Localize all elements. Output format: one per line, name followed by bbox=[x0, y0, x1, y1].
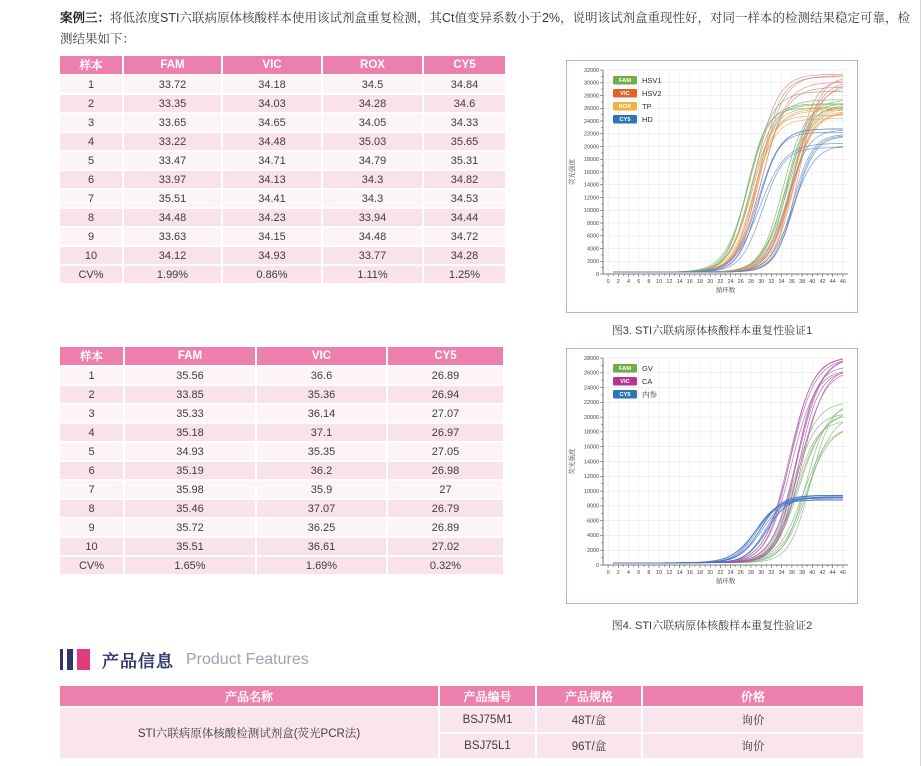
table-cell: 26.94 bbox=[388, 386, 503, 403]
column-header: ROX bbox=[323, 56, 422, 74]
table-cell: BSJ75M1 bbox=[440, 708, 535, 732]
table-row bbox=[60, 95, 505, 112]
table-cell: 34.3 bbox=[323, 171, 422, 188]
table-row bbox=[60, 133, 505, 150]
svg-text:16000: 16000 bbox=[584, 444, 599, 451]
table-cell: 33.47 bbox=[124, 152, 221, 169]
table-cell: 34.03 bbox=[223, 95, 321, 112]
svg-text:14000: 14000 bbox=[584, 182, 599, 189]
svg-text:42: 42 bbox=[819, 570, 826, 576]
column-header: 产品编号 bbox=[440, 686, 535, 706]
table-cell: 33.22 bbox=[124, 133, 221, 150]
column-header: 样本 bbox=[60, 56, 122, 74]
svg-text:8000: 8000 bbox=[587, 503, 599, 510]
svg-text:26000: 26000 bbox=[584, 370, 599, 377]
column-header: CY5 bbox=[388, 347, 503, 365]
svg-text:28000: 28000 bbox=[584, 355, 599, 362]
table-cell: CV% bbox=[60, 266, 122, 283]
svg-text:4000: 4000 bbox=[587, 246, 599, 253]
table-cell: 1.99% bbox=[124, 266, 221, 283]
table-row bbox=[60, 557, 503, 574]
table-cell: 34.48 bbox=[323, 228, 422, 245]
table-row bbox=[60, 405, 503, 422]
column-header: 样本 bbox=[60, 347, 123, 365]
table-cell: 34.6 bbox=[424, 95, 505, 112]
column-header: VIC bbox=[257, 347, 386, 365]
table-cell: 0.86% bbox=[223, 266, 321, 283]
table-cell: 8 bbox=[60, 500, 123, 517]
table-cell: 35.03 bbox=[323, 133, 422, 150]
svg-text:22: 22 bbox=[717, 279, 724, 285]
chart-1-box bbox=[566, 60, 858, 313]
table-cell: 48T/盒 bbox=[537, 708, 641, 732]
svg-text:VIC: VIC bbox=[620, 379, 630, 386]
svg-text:6: 6 bbox=[637, 570, 641, 576]
svg-text:12: 12 bbox=[666, 279, 673, 285]
table-cell: 27.05 bbox=[388, 443, 503, 460]
svg-text:46: 46 bbox=[839, 570, 846, 576]
svg-text:16: 16 bbox=[686, 279, 693, 285]
table-cell: 34.48 bbox=[124, 209, 221, 226]
header-row bbox=[60, 56, 505, 74]
table-cell: 36.61 bbox=[257, 538, 386, 555]
svg-text:20: 20 bbox=[707, 279, 714, 285]
product-table bbox=[58, 684, 865, 760]
ct-table-2 bbox=[58, 345, 505, 576]
svg-text:18: 18 bbox=[697, 279, 703, 285]
svg-text:36: 36 bbox=[788, 279, 795, 285]
svg-text:22000: 22000 bbox=[584, 131, 599, 138]
svg-text:24: 24 bbox=[727, 279, 734, 285]
svg-text:30000: 30000 bbox=[584, 80, 599, 87]
svg-text:4: 4 bbox=[627, 570, 630, 576]
table-cell: 34.28 bbox=[424, 247, 505, 264]
table-cell: 1.25% bbox=[424, 266, 505, 283]
table-cell: 4 bbox=[60, 424, 123, 441]
svg-text:24: 24 bbox=[727, 570, 734, 576]
table-cell: 35.51 bbox=[125, 538, 255, 555]
table-row bbox=[60, 519, 503, 536]
svg-text:20: 20 bbox=[707, 570, 714, 576]
table-cell: 27 bbox=[388, 481, 503, 498]
table-cell: CV% bbox=[60, 557, 123, 574]
product-row bbox=[60, 708, 863, 732]
svg-text:16: 16 bbox=[686, 570, 693, 576]
svg-text:FAM: FAM bbox=[618, 366, 632, 373]
table-cell: 35.56 bbox=[125, 367, 255, 384]
column-header: 产品规格 bbox=[537, 686, 641, 706]
table-cell: 4 bbox=[60, 133, 122, 150]
svg-text:VIC: VIC bbox=[620, 91, 630, 98]
table-cell: 37.1 bbox=[257, 424, 386, 441]
column-header: 产品名称 bbox=[60, 686, 438, 706]
table-row bbox=[60, 209, 505, 226]
svg-text:20000: 20000 bbox=[584, 144, 599, 151]
table-cell: 27.07 bbox=[388, 405, 503, 422]
table-cell: 35.33 bbox=[125, 405, 255, 422]
table-cell: 34.18 bbox=[223, 76, 321, 93]
svg-text:16000: 16000 bbox=[584, 169, 599, 176]
svg-text:26: 26 bbox=[737, 570, 744, 576]
svg-text:12000: 12000 bbox=[584, 195, 599, 202]
table-cell: 35.65 bbox=[424, 133, 505, 150]
svg-text:38: 38 bbox=[799, 279, 806, 285]
svg-text:内参: 内参 bbox=[642, 390, 657, 399]
table-cell: 35.35 bbox=[257, 443, 386, 460]
ct-table-1 bbox=[58, 54, 507, 285]
svg-text:CY5: CY5 bbox=[619, 392, 631, 399]
table-cell: 34.3 bbox=[323, 190, 422, 207]
header-row bbox=[60, 686, 863, 706]
table-row bbox=[60, 367, 503, 384]
svg-text:4: 4 bbox=[627, 279, 630, 285]
table-cell: 5 bbox=[60, 152, 122, 169]
svg-text:18000: 18000 bbox=[584, 157, 599, 163]
svg-text:14: 14 bbox=[676, 570, 683, 576]
table-cell: 10 bbox=[60, 538, 123, 555]
table-cell: 34.33 bbox=[424, 114, 505, 131]
svg-text:14000: 14000 bbox=[584, 459, 599, 466]
chart-2-box bbox=[566, 348, 858, 604]
svg-text:10: 10 bbox=[656, 279, 663, 285]
column-header: FAM bbox=[125, 347, 255, 365]
table-row bbox=[60, 424, 503, 441]
table-cell: 36.25 bbox=[257, 519, 386, 536]
svg-text:循环数: 循环数 bbox=[715, 578, 736, 585]
table-cell: 34.13 bbox=[223, 171, 321, 188]
svg-text:46: 46 bbox=[839, 279, 846, 285]
section-title-en: Product Features bbox=[186, 650, 309, 668]
svg-text:32: 32 bbox=[768, 279, 775, 285]
heading-block-icon bbox=[77, 649, 90, 670]
table-cell: 33.94 bbox=[323, 209, 422, 226]
table-cell: 35.51 bbox=[124, 190, 221, 207]
svg-text:HD: HD bbox=[642, 115, 653, 124]
table-cell: 34.79 bbox=[323, 152, 422, 169]
table-cell: 34.41 bbox=[223, 190, 321, 207]
svg-text:FAM: FAM bbox=[618, 78, 632, 85]
table-cell: 35.18 bbox=[125, 424, 255, 441]
table-cell: 96T/盒 bbox=[537, 734, 641, 758]
table-cell: 37.07 bbox=[257, 500, 386, 517]
table-cell: 9 bbox=[60, 228, 122, 245]
table-cell: 1 bbox=[60, 76, 122, 93]
ct-table-2-wrap bbox=[58, 345, 505, 576]
svg-text:HSV2: HSV2 bbox=[642, 89, 662, 98]
table-cell: 6 bbox=[60, 171, 122, 188]
table-cell: 26.98 bbox=[388, 462, 503, 479]
svg-text:28000: 28000 bbox=[584, 93, 599, 100]
svg-text:10000: 10000 bbox=[584, 488, 599, 495]
svg-text:荧光强度: 荧光强度 bbox=[569, 448, 576, 475]
svg-text:CA: CA bbox=[642, 377, 653, 386]
svg-text:28: 28 bbox=[748, 279, 754, 285]
table-cell: 6 bbox=[60, 462, 123, 479]
column-header: 价格 bbox=[643, 686, 863, 706]
svg-text:42: 42 bbox=[819, 279, 826, 285]
table-cell: 33.35 bbox=[124, 95, 221, 112]
svg-text:30: 30 bbox=[758, 570, 765, 576]
table-cell: 2 bbox=[60, 95, 122, 112]
table-cell: 34.44 bbox=[424, 209, 505, 226]
intro-text: 将低浓度STI六联病原体核酸样本使用该试剂盒重复检测，其Ct值变异系数小于2%，说明该试剂盒重现性好，对同一样本的检测结果稳定可靠，检测结果如下： bbox=[60, 11, 911, 46]
svg-text:30: 30 bbox=[758, 279, 765, 285]
svg-text:6: 6 bbox=[637, 279, 641, 285]
table-cell: 5 bbox=[60, 443, 123, 460]
svg-text:34: 34 bbox=[778, 570, 785, 576]
ct-table-1-wrap bbox=[58, 54, 507, 285]
table-cell: 33.65 bbox=[124, 114, 221, 131]
table-cell: 34.84 bbox=[424, 76, 505, 93]
header-row bbox=[60, 347, 503, 365]
svg-text:40: 40 bbox=[809, 570, 816, 576]
svg-text:18000: 18000 bbox=[584, 429, 599, 436]
table-cell: 34.28 bbox=[323, 95, 422, 112]
table-cell: 35.9 bbox=[257, 481, 386, 498]
svg-text:24000: 24000 bbox=[584, 385, 599, 392]
table-cell: BSJ75L1 bbox=[440, 734, 535, 758]
table-cell: 33.97 bbox=[124, 171, 221, 188]
table-cell: 2 bbox=[60, 386, 123, 403]
table-cell: 35.46 bbox=[125, 500, 255, 517]
section-heading bbox=[60, 647, 309, 672]
table-cell: 34.05 bbox=[323, 114, 422, 131]
amplification-chart-1 bbox=[567, 61, 857, 312]
svg-text:26000: 26000 bbox=[584, 106, 599, 112]
table-row bbox=[60, 266, 505, 283]
table-cell: 33.63 bbox=[124, 228, 221, 245]
svg-text:8: 8 bbox=[647, 279, 651, 285]
svg-text:4000: 4000 bbox=[587, 533, 599, 540]
table-cell: 33.77 bbox=[323, 247, 422, 264]
heading-bar-icon bbox=[60, 649, 63, 670]
table-cell: 34.48 bbox=[223, 133, 321, 150]
table-cell: 33.85 bbox=[125, 386, 255, 403]
intro-case-label: 案例三： bbox=[60, 11, 111, 25]
svg-text:32: 32 bbox=[768, 570, 775, 576]
table-cell: 1.11% bbox=[323, 266, 422, 283]
table-cell: 26.89 bbox=[388, 367, 503, 384]
svg-text:荧光强度: 荧光强度 bbox=[569, 159, 576, 185]
section-title-cn: 产品信息 bbox=[102, 652, 174, 671]
table-cell: 26.79 bbox=[388, 500, 503, 517]
svg-text:8000: 8000 bbox=[587, 220, 599, 227]
svg-text:0: 0 bbox=[596, 271, 599, 278]
table-row bbox=[60, 76, 505, 93]
table-cell: 34.72 bbox=[424, 228, 505, 245]
svg-text:22: 22 bbox=[717, 570, 724, 576]
table-cell: 35.36 bbox=[257, 386, 386, 403]
svg-text:12: 12 bbox=[666, 570, 673, 576]
table-cell: 34.65 bbox=[223, 114, 321, 131]
svg-text:36: 36 bbox=[788, 570, 795, 576]
amplification-chart-2 bbox=[567, 349, 857, 603]
table-cell: 询价 bbox=[643, 734, 863, 758]
svg-text:CY5: CY5 bbox=[619, 117, 631, 124]
svg-text:10000: 10000 bbox=[584, 208, 599, 215]
table-cell: 9 bbox=[60, 519, 123, 536]
svg-text:6000: 6000 bbox=[587, 233, 599, 240]
svg-text:40: 40 bbox=[809, 279, 816, 285]
chart-1-caption: 图3. STI六联病原体核酸样本重复性验证1 bbox=[611, 325, 813, 337]
column-header: FAM bbox=[124, 56, 221, 74]
table-cell: 34.93 bbox=[223, 247, 321, 264]
column-header: CY5 bbox=[424, 56, 505, 74]
table-cell: 33.72 bbox=[124, 76, 221, 93]
svg-text:GV: GV bbox=[642, 364, 653, 373]
table-row bbox=[60, 228, 505, 245]
svg-text:34: 34 bbox=[778, 279, 785, 285]
table-cell: 34.71 bbox=[223, 152, 321, 169]
table-cell: 34.5 bbox=[323, 76, 422, 93]
table-cell: 35.98 bbox=[125, 481, 255, 498]
table-row bbox=[60, 386, 503, 403]
table-cell: 3 bbox=[60, 405, 123, 422]
svg-text:38: 38 bbox=[799, 570, 806, 576]
table-cell: 34.23 bbox=[223, 209, 321, 226]
table-row bbox=[60, 114, 505, 131]
intro-paragraph bbox=[60, 8, 912, 50]
svg-text:8: 8 bbox=[647, 570, 651, 576]
table-row bbox=[60, 443, 503, 460]
heading-bar-icon bbox=[67, 649, 73, 670]
table-cell: 10 bbox=[60, 247, 122, 264]
table-row bbox=[60, 247, 505, 264]
svg-text:2: 2 bbox=[616, 279, 620, 285]
svg-text:ROX: ROX bbox=[618, 104, 632, 111]
chart-2-caption: 图4. STI六联病原体核酸样本重复性验证2 bbox=[611, 620, 813, 632]
product-table-wrap bbox=[58, 684, 865, 760]
svg-text:2000: 2000 bbox=[587, 548, 599, 554]
table-cell: 8 bbox=[60, 209, 122, 226]
table-cell: 36.14 bbox=[257, 405, 386, 422]
table-cell: 35.72 bbox=[125, 519, 255, 536]
product-name-cell: STI六联病原体核酸检测试剂盒(荧光PCR法) bbox=[60, 708, 438, 758]
table-cell: 1.65% bbox=[125, 557, 255, 574]
table-cell: 34.15 bbox=[223, 228, 321, 245]
table-row bbox=[60, 171, 505, 188]
table-cell: 0.32% bbox=[388, 557, 503, 574]
table-cell: 27.02 bbox=[388, 538, 503, 555]
svg-text:32000: 32000 bbox=[584, 67, 599, 74]
table-row bbox=[60, 538, 503, 555]
table-row bbox=[60, 481, 503, 498]
table-cell: 34.53 bbox=[424, 190, 505, 207]
table-cell: 36.6 bbox=[257, 367, 386, 384]
svg-text:HSV1: HSV1 bbox=[642, 76, 662, 85]
svg-text:44: 44 bbox=[829, 570, 836, 576]
table-cell: 询价 bbox=[643, 708, 863, 732]
svg-text:18: 18 bbox=[697, 570, 703, 576]
svg-text:2000: 2000 bbox=[587, 259, 599, 266]
svg-text:10: 10 bbox=[656, 570, 663, 576]
svg-text:24000: 24000 bbox=[584, 118, 599, 125]
table-cell: 35.19 bbox=[125, 462, 255, 479]
table-cell: 35.31 bbox=[424, 152, 505, 169]
svg-text:0: 0 bbox=[606, 279, 610, 285]
table-row bbox=[60, 190, 505, 207]
svg-text:2: 2 bbox=[616, 570, 620, 576]
svg-text:28: 28 bbox=[748, 570, 754, 576]
table-cell: 1 bbox=[60, 367, 123, 384]
table-cell: 26.97 bbox=[388, 424, 503, 441]
svg-text:22000: 22000 bbox=[584, 400, 599, 407]
table-cell: 34.93 bbox=[125, 443, 255, 460]
svg-text:循环数: 循环数 bbox=[715, 287, 736, 294]
table-cell: 7 bbox=[60, 190, 122, 207]
table-row bbox=[60, 500, 503, 517]
table-row bbox=[60, 462, 503, 479]
svg-text:44: 44 bbox=[829, 279, 836, 285]
table-cell: 1.69% bbox=[257, 557, 386, 574]
table-cell: 7 bbox=[60, 481, 123, 498]
svg-text:TP: TP bbox=[642, 102, 652, 111]
column-header: VIC bbox=[223, 56, 321, 74]
svg-text:0: 0 bbox=[596, 562, 599, 569]
svg-text:20000: 20000 bbox=[584, 414, 599, 421]
svg-text:0: 0 bbox=[606, 570, 610, 576]
table-cell: 26.89 bbox=[388, 519, 503, 536]
svg-text:6000: 6000 bbox=[587, 518, 599, 525]
table-cell: 3 bbox=[60, 114, 122, 131]
table-row bbox=[60, 152, 505, 169]
svg-text:26: 26 bbox=[737, 279, 744, 285]
table-cell: 34.82 bbox=[424, 171, 505, 188]
table-cell: 34.12 bbox=[124, 247, 221, 264]
svg-text:12000: 12000 bbox=[584, 474, 599, 481]
table-cell: 36.2 bbox=[257, 462, 386, 479]
svg-text:14: 14 bbox=[676, 279, 683, 285]
